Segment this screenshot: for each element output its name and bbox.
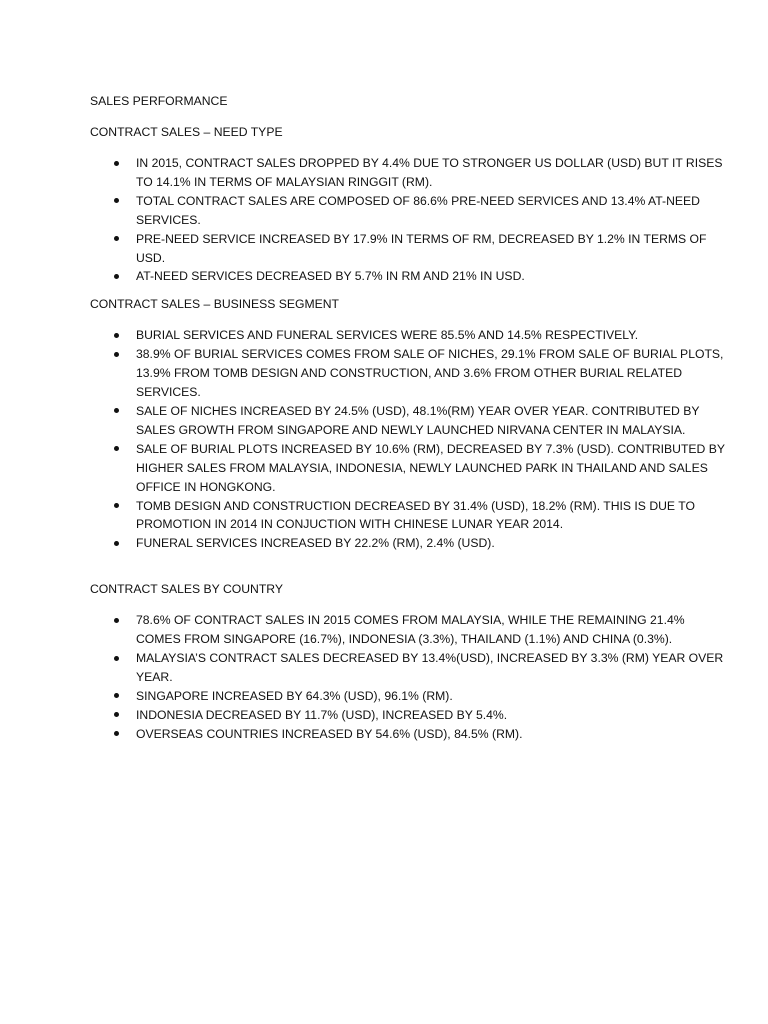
bullet-icon: [114, 693, 119, 698]
bullet-icon: [114, 236, 119, 241]
bullet-list-business-segment: [90, 326, 725, 553]
document-title: SALES PERFORMANCE: [90, 94, 228, 108]
bullet-icon: [114, 712, 119, 717]
bullet-icon: [114, 198, 119, 203]
bullet-icon: [114, 656, 119, 661]
bullet-icon: [114, 408, 119, 413]
list-item: MALAYSIA’S CONTRACT SALES DECREASED BY 13.4%(USD), INCREASED BY 3.3% (RM) YEAR OVER YEAR.: [90, 649, 690, 687]
list-item: IN 2015, CONTRACT SALES DROPPED BY 4.4% DUE TO STRONGER US DOLLAR (USD) BUT IT RISES TO 14.1% IN TERMS OF MALAYSIAN RINGGIT (RM).: [90, 154, 690, 192]
bullet-icon: [114, 333, 119, 338]
document-page: [90, 92, 725, 744]
list-item: INDONESIA DECREASED BY 11.7% (USD), INCREASED BY 5.4%.: [90, 706, 690, 725]
list-item: PRE-NEED SERVICE INCREASED BY 17.9% IN TERMS OF RM, DECREASED BY 1.2% IN TERMS OF USD.: [90, 230, 690, 268]
list-item: TOTAL CONTRACT SALES ARE COMPOSED OF 86.6% PRE-NEED SERVICES AND 13.4% AT-NEED SERVICES.: [90, 192, 690, 230]
bullet-icon: [114, 541, 119, 546]
list-item: FUNERAL SERVICES INCREASED BY 22.2% (RM), 2.4% (USD).: [90, 534, 690, 553]
spacer: [90, 553, 690, 580]
bullet-icon: [114, 446, 119, 451]
bullet-icon: [114, 274, 119, 279]
section-heading-business-segment: CONTRACT SALES – BUSINESS SEGMENT: [90, 297, 339, 312]
list-item: 38.9% OF BURIAL SERVICES COMES FROM SALE OF NICHES, 29.1% FROM SALE OF BURIAL PLOTS, 13.9% FROM TOMB DESIGN AND CONSTRUCTION, AND 3.6% FROM OTHER BURIAL RELATED SERVICES.: [90, 345, 690, 402]
bullet-icon: [114, 352, 119, 357]
list-item: 78.6% OF CONTRACT SALES IN 2015 COMES FROM MALAYSIA, WHILE THE REMAINING 21.4% COMES FROM SINGAPORE (16.7%), INDONESIA (3.3%), THAILAND (1.1%) AND CHINA (0.3%).: [90, 611, 690, 649]
list-item: OVERSEAS COUNTRIES INCREASED BY 54.6% (USD), 84.5% (RM).: [90, 725, 690, 744]
bullet-icon: [114, 161, 119, 166]
section-heading-by-country: CONTRACT SALES BY COUNTRY: [90, 582, 284, 597]
list-item: AT-NEED SERVICES DECREASED BY 5.7% IN RM AND 21% IN USD.: [90, 267, 690, 286]
bullet-list-need-type: [90, 154, 723, 286]
bullet-list-by-country: [90, 611, 724, 743]
list-item: SINGAPORE INCREASED BY 64.3% (USD), 96.1% (RM).: [90, 687, 690, 706]
section-heading-need-type: CONTRACT SALES – NEED TYPE: [90, 125, 283, 139]
spacer: [90, 286, 690, 295]
list-item: BURIAL SERVICES AND FUNERAL SERVICES WERE 85.5% AND 14.5% RESPECTIVELY.: [90, 326, 690, 345]
list-item: SALE OF BURIAL PLOTS INCREASED BY 10.6% (RM), DECREASED BY 7.3% (USD). CONTRIBUTED BY HIGHER SALES FROM MALAYSIA, INDONESIA, NEWLY LAUNCHED PARK IN THAILAND AND SALES OFFICE IN HONGKONG.: [90, 440, 690, 497]
bullet-icon: [114, 731, 119, 736]
bullet-icon: [114, 618, 119, 623]
bullet-icon: [114, 503, 119, 508]
list-item: TOMB DESIGN AND CONSTRUCTION DECREASED BY 31.4% (USD), 18.2% (RM). THIS IS DUE TO PROMOTION IN 2014 IN CONJUCTION WITH CHINESE LUNAR YEAR 2014.: [90, 497, 690, 535]
list-item: SALE OF NICHES INCREASED BY 24.5% (USD), 48.1%(RM) YEAR OVER YEAR. CONTRIBUTED BY SALES GROWTH FROM SINGAPORE AND NEWLY LAUNCHED NIRVANA CENTER IN MALAYSIA.: [90, 402, 690, 440]
